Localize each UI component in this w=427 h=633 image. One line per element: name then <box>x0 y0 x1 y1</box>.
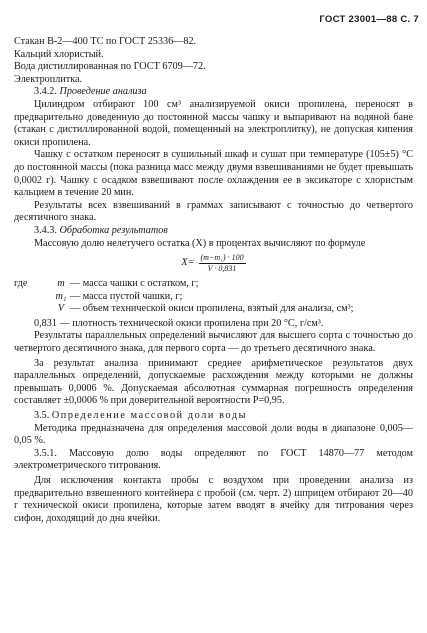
formula-fraction <box>199 253 246 274</box>
definition-text: — объем технической окиси пропилена, взятый для анализа, см³; <box>70 303 354 315</box>
running-header: ГОСТ 23001—88 С. 7 <box>319 14 419 25</box>
section-title: Проведение анализа <box>59 86 147 98</box>
section-title: Определение массовой доли воды <box>51 410 248 422</box>
variable-definitions <box>14 278 413 316</box>
paragraph: Чашку с остатком переносят в сушильный шкаф и сушат при температуре (105±5) °С до постоянной массы (пока разница масс между двумя взвешиваниями не будет превышать 0,0002 г). Чашку с осадком взвешивают после охлаждения ее в эксикаторе с хлористым кальцием в течение 20 мин. <box>14 149 413 199</box>
paragraph: 3.5.1. Массовую долю воды определяют по ГОСТ 14870—77 методом электрометрического титрования. <box>14 447 413 472</box>
definition-row <box>14 291 413 304</box>
paragraph: За результат анализа принимают среднее арифметическое результатов двух параллельных определений, допускаемые расхождения между которыми не должны превышать 0,0006 %. Допускаемая абсолютная суммарная погрешность определения составляет ±0,0006 % при доверительной вероятности P=0,95. <box>14 357 413 407</box>
section-heading-3-5 <box>14 410 413 423</box>
paragraph: Цилиндром отбирают 100 см³ анализируемой окиси пропилена, переносят в предварительно доведенную до постоянной массы чашку и выпаривают на водяной бане (стакан с дистиллированной водой, помещенный на электроплитку), не допуская кипения окиси пропилена. <box>14 98 413 148</box>
material-item: Вода дистиллированная по ГОСТ 6709—72. <box>14 61 206 73</box>
formula <box>14 253 413 274</box>
paragraph: Для исключения контакта пробы с воздухом при проведении анализа из предварительно взвешенного контейнера с пробой (см. черт. 2) шприцем отбирают 20—40 г технической окиси пропилена, которые затем вводят в ячейку для титрования через сифон, доходящий до дна ячейки. <box>14 475 413 524</box>
section-number: 3.4.3. <box>34 224 57 236</box>
section-number: 3.5. <box>34 410 50 422</box>
paragraph: Массовую долю нелетучего остатка (X) в процентах вычисляют по формуле <box>34 237 366 249</box>
section-heading-3-4-2 <box>14 86 413 99</box>
formula-numerator: (m−m₁) · 100 <box>200 253 244 263</box>
definition-text: — масса пустой чашки, г; <box>70 290 183 302</box>
material-item: Стакан В-2—400 ТС по ГОСТ 25336—82. <box>14 36 197 47</box>
material-item: Электроплитка. <box>14 73 83 85</box>
definition-row <box>14 303 413 316</box>
paragraph: Результаты параллельных определений вычисляют для высшего сорта с точностью до четвертого десятичного знака, для первого сорта — до третьего десятичного знака. <box>14 330 413 355</box>
section-number: 3.4.2. <box>34 86 57 98</box>
formula-denominator: V · 0,831 <box>207 264 237 274</box>
definition-text: — масса чашки с остатком, г; <box>70 278 199 290</box>
material-item: Кальций хлористый. <box>14 48 104 60</box>
definition-symbol: V <box>57 303 65 315</box>
section-title: Обработка результатов <box>59 224 168 236</box>
paragraph: Методика предназначена для определения массовой доли воды в диапазоне 0,005—0,05 %. <box>14 422 413 447</box>
definition-symbol: m <box>57 278 65 290</box>
document-body <box>14 36 413 525</box>
section-heading-3-4-3 <box>14 225 413 238</box>
where-label: где <box>14 278 28 290</box>
formula-lhs: X= <box>181 257 195 269</box>
definition-symbol: m₁ <box>55 290 67 302</box>
definition-row <box>14 278 413 291</box>
paragraph: Результаты всех взвешиваний в граммах записывают с точностью до четвертого десятичного знака. <box>14 199 413 224</box>
density-line: 0,831 — плотность технической окиси пропилена при 20 °С, г/см³. <box>34 317 324 329</box>
